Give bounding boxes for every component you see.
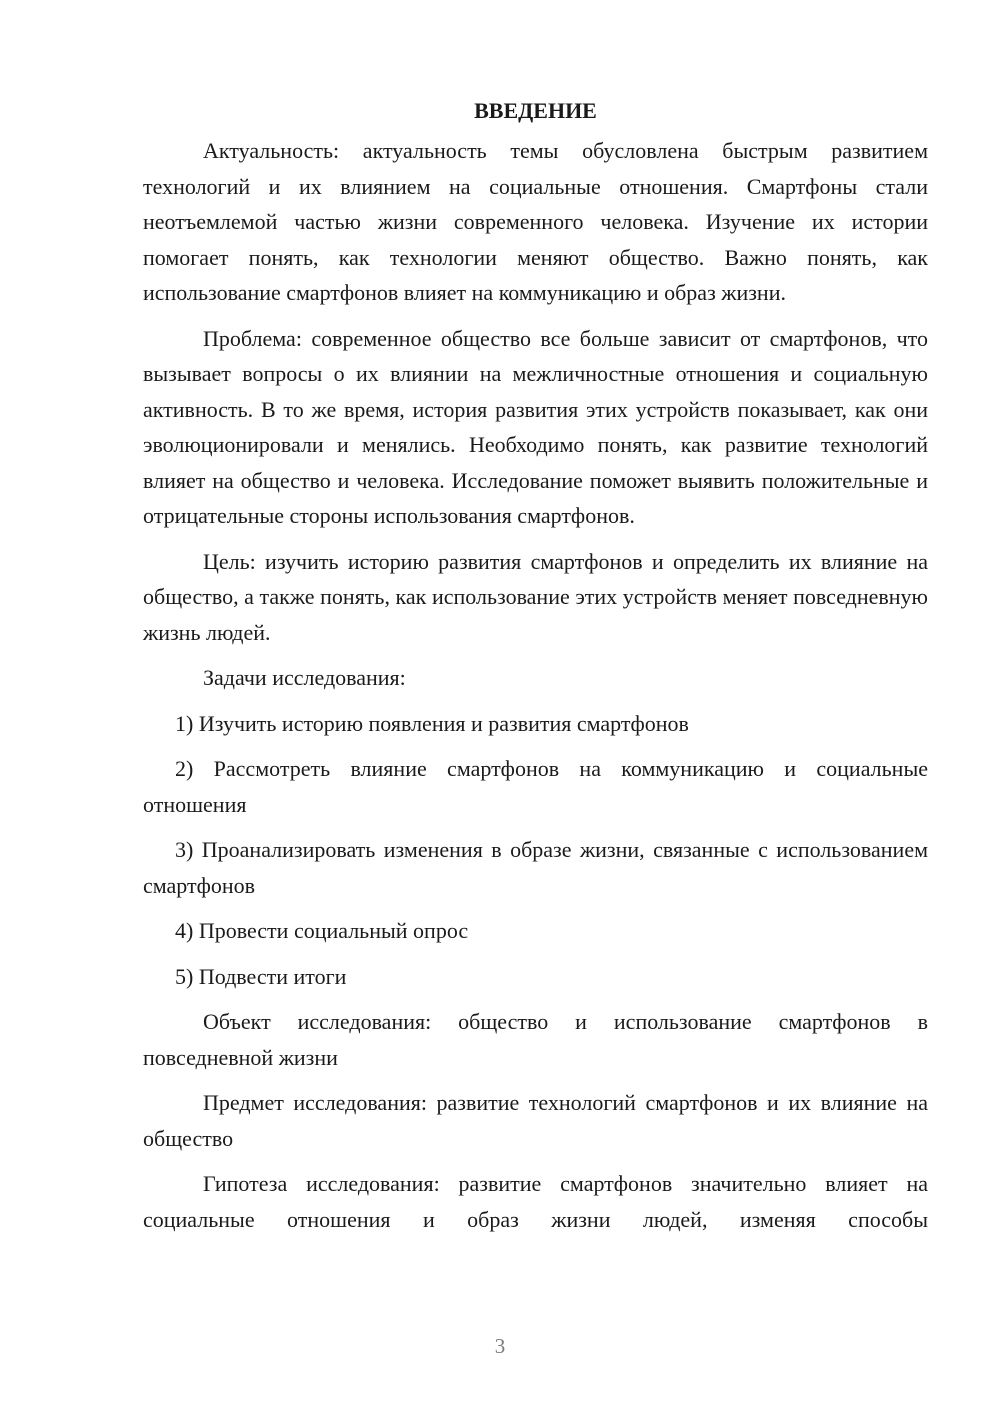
page-number: 3: [494, 1334, 506, 1358]
document-page: [143, 95, 928, 1237]
paragraph-object: Объект исследования: общество и использование смартфонов в повседневной жизни: [143, 1009, 928, 1070]
paragraph-tasks-heading: Задачи исследования:: [203, 665, 406, 690]
paragraph-subject: Предмет исследования: развитие технологий смартфонов и их влияние на общество: [143, 1090, 928, 1151]
page-title: ВВЕДЕНИЕ: [474, 98, 597, 123]
task-item-4: 4) Провести социальный опрос: [175, 918, 469, 943]
task-item-1: 1) Изучить историю появления и развития смартфонов: [175, 710, 689, 736]
paragraph-problem: Проблема: современное общество все больше зависит от смартфонов, что вызывает вопросы о их влиянии на межличностные отношения и социальную активность. В то же время, история развития этих устройств показывает, как они эволюционировали и менялись. Необходимо понять, как развитие технологий влияет на общество и человека. Исследование поможет выявить положительные и отрицательные стороны использования смартфонов.: [143, 325, 928, 528]
paragraph-hypothesis: Гипотеза исследования: развитие смартфонов значительно влияет на социальные отношения и образ жизни людей, изменяя способы: [143, 1171, 928, 1232]
task-item-2: 2) Рассмотреть влияние смартфонов на коммуникацию и социальные отношения: [143, 756, 928, 817]
task-item-5: 5) Подвести итоги: [175, 963, 347, 989]
paragraph-goal: Цель: изучить историю развития смартфонов и определить их влияние на общество, а также понять, как использование этих устройств меняет повседневную жизнь людей.: [143, 548, 928, 645]
paragraph-relevance: Актуальность: актуальность темы обусловлена быстрым развитием технологий и их влиянием на социальные отношения. Смартфоны стали неотъемлемой частью жизни современного человека. Изучение их истории помогает понять, как технологии меняют общество. Важно понять, как использование смартфонов влияет на коммуникацию и образ жизни.: [143, 138, 928, 305]
task-item-3: 3) Проанализировать изменения в образе жизни, связанные с использованием смартфонов: [143, 837, 928, 898]
